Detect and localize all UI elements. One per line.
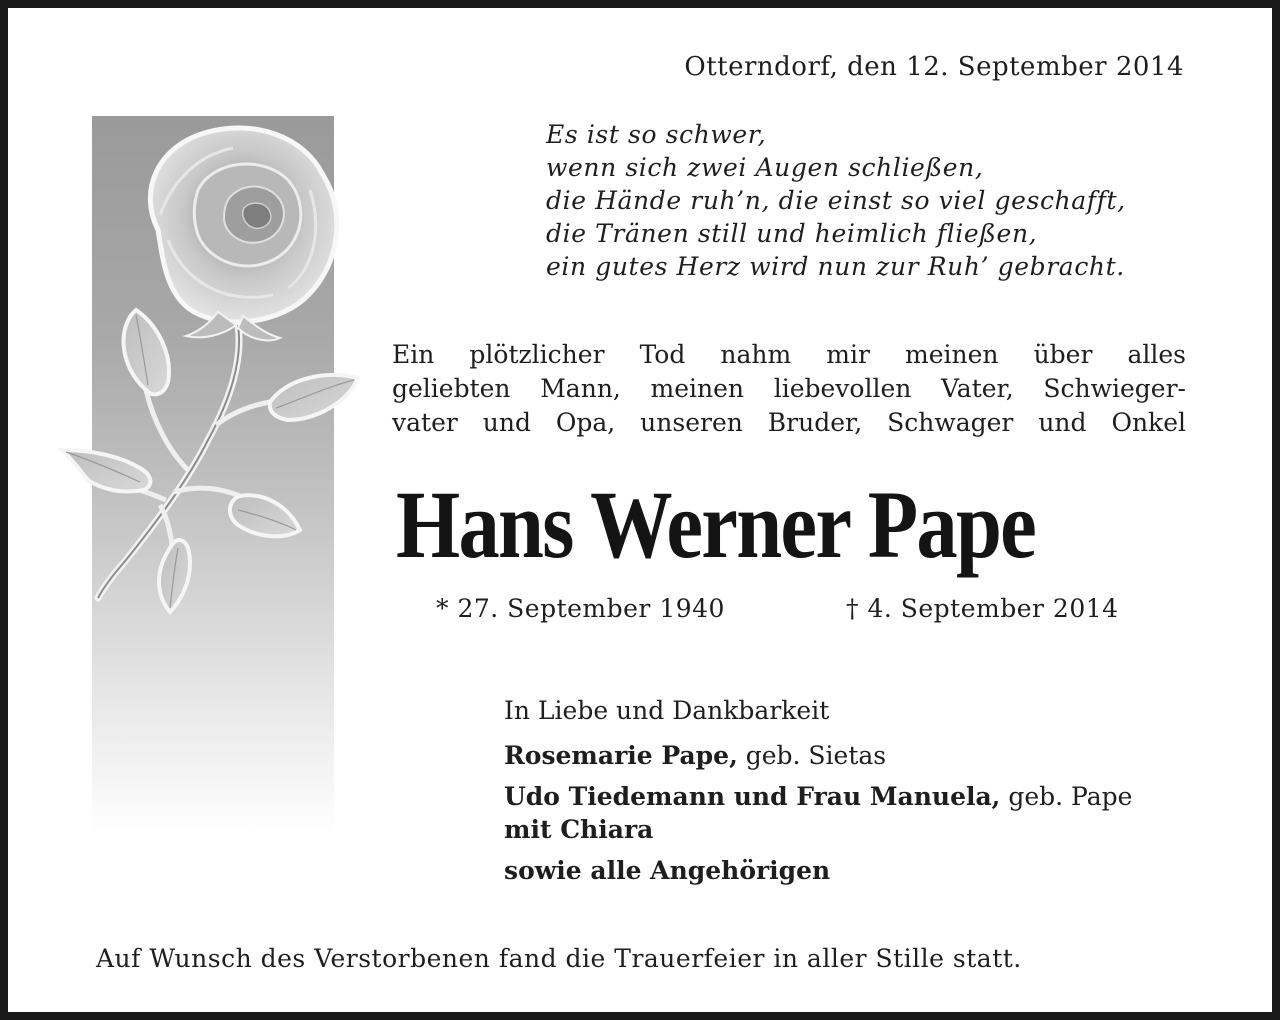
mourners-opening: In Liebe und Dankbarkeit	[504, 696, 830, 725]
mourner-name: Udo Tiedemann und Frau Manuela,	[504, 782, 1001, 811]
mourners-closing: sowie alle Angehörigen	[504, 856, 831, 885]
mourners-block	[504, 694, 1132, 887]
mourner-name: mit Chiara	[504, 815, 654, 844]
mourner-note: geb. Sietas	[737, 741, 887, 770]
death-date: † 4. September 2014	[846, 594, 1119, 623]
rose-icon	[48, 120, 388, 620]
poem-line: wenn sich zwei Augen schließen,	[546, 153, 984, 182]
mourner-entry	[504, 780, 1132, 813]
deceased-name: Hans Werner Pape	[396, 471, 1036, 578]
mourner-name: Rosemarie Pape,	[504, 741, 738, 770]
poem-line: die Hände ruh’n, die einst so viel geschafft,	[546, 186, 1126, 215]
intro-line: geliebten Mann, meinen liebevollen Vater, Schwieger-	[392, 374, 1186, 403]
birth-date: * 27. September 1940	[436, 594, 725, 623]
poem-line: ein gutes Herz wird nun zur Ruh’ gebracht.	[546, 252, 1125, 281]
intro-paragraph	[392, 338, 1186, 440]
mourner-entry	[504, 739, 1132, 772]
funeral-note: Auf Wunsch des Verstorbenen fand die Trauerfeier in aller Stille statt.	[96, 944, 1022, 973]
mourner-entry	[504, 854, 1132, 887]
poem	[546, 118, 1126, 283]
mourner-entry	[504, 813, 1132, 846]
poem-line: Es ist so schwer,	[546, 120, 767, 149]
intro-line: vater und Opa, unseren Bruder, Schwager und Onkel	[392, 408, 1186, 437]
place-and-date: Otterndorf, den 12. September 2014	[684, 52, 1184, 82]
poem-line: die Tränen still und heimlich fließen,	[546, 219, 1038, 248]
intro-line: Ein plötzlicher Tod nahm mir meinen über alles	[392, 340, 1186, 369]
mourner-note: geb. Pape	[1000, 782, 1133, 811]
